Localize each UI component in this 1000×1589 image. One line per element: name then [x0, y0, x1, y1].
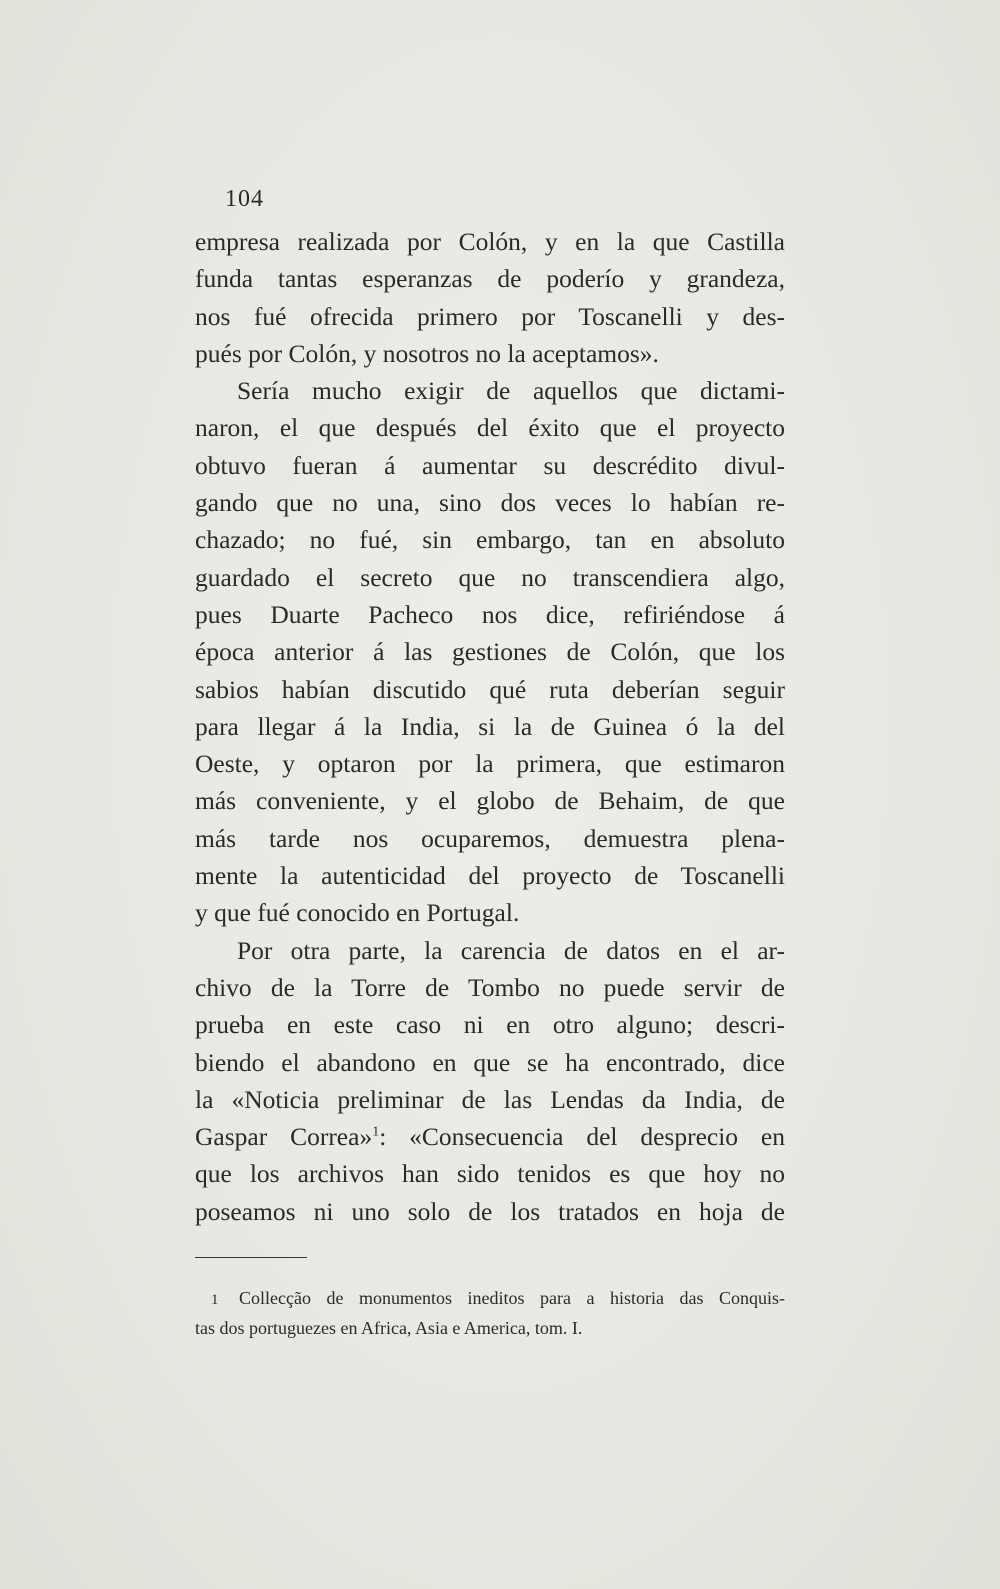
text-line — [195, 1118, 785, 1155]
footnote-mark: 1 — [211, 1292, 219, 1308]
text-line: biendo el abandono en que se ha encontrado, dice — [195, 1047, 785, 1077]
text-line: época anterior á las gestiones de Colón, que los — [195, 637, 785, 667]
text-line: obtuvo fueran á aumentar su descrédito divul- — [195, 450, 785, 480]
text-line: naron, el que después del éxito que el proyecto — [195, 413, 785, 443]
footnote-text: Collecção de monumentos ineditos para a historia das Conquis- — [239, 1288, 785, 1308]
text-line: chazado; no fué, sin embargo, tan en absoluto — [195, 525, 785, 555]
footnote-divider — [195, 1257, 307, 1258]
text-line: para llegar á la India, si la de Guinea ó la del — [195, 711, 785, 741]
text-line: Por otra parte, la carencia de datos en el ar- — [237, 935, 785, 965]
text-line: sabios habían discutido qué ruta deberían seguir — [195, 674, 785, 704]
page-number: 104 — [225, 186, 264, 212]
text-line: más conveniente, y el globo de Behaim, de que — [195, 786, 785, 816]
text-line: Oeste, y optaron por la primera, que estimaron — [195, 749, 785, 779]
text-line: prueba en este caso ni en otro alguno; descri- — [195, 1010, 785, 1040]
text-segment: Gaspar Correa» — [195, 1122, 373, 1152]
text-line: y que fué conocido en Portugal. — [195, 898, 520, 928]
text-line: poseamos ni uno solo de los tratados en hoja de — [195, 1196, 785, 1226]
text-line: funda tantas esperanzas de poderío y grandeza, — [195, 264, 785, 294]
text-segment: : «Consecuencia del desprecio en — [379, 1122, 785, 1152]
text-line: empresa realizada por Colón, y en la que Castilla — [195, 227, 785, 256]
text-line: chivo de la Torre de Tombo no puede servir de — [195, 972, 785, 1002]
text-line: Sería mucho exigir de aquellos que dictami- — [237, 376, 785, 406]
text-line: guardado el secreto que no transcendiera algo, — [195, 562, 785, 592]
text-line: mente la autenticidad del proyecto de Toscanelli — [195, 861, 785, 891]
footnote-line — [195, 1283, 785, 1313]
text-line: pues Duarte Pacheco nos dice, refiriéndose á — [195, 599, 785, 629]
text-line: la «Noticia preliminar de las Lendas da India, de — [195, 1084, 785, 1114]
text-line: más tarde nos ocuparemos, demuestra plena- — [195, 823, 785, 853]
footnote — [195, 1283, 785, 1343]
text-line: que los archivos han sido tenidos es que hoy no — [195, 1159, 785, 1189]
text-line: nos fué ofrecida primero por Toscanelli y des- — [195, 301, 785, 331]
text-line: pués por Colón, y nosotros no la aceptamos». — [195, 338, 659, 368]
footnote-reference: 1 — [372, 1124, 380, 1140]
footnote-line: tas dos portuguezes en Africa, Asia e America, tom. I. — [195, 1318, 583, 1338]
body-text — [195, 223, 785, 1230]
text-line: gando que no una, sino dos veces lo habían re- — [195, 488, 785, 518]
